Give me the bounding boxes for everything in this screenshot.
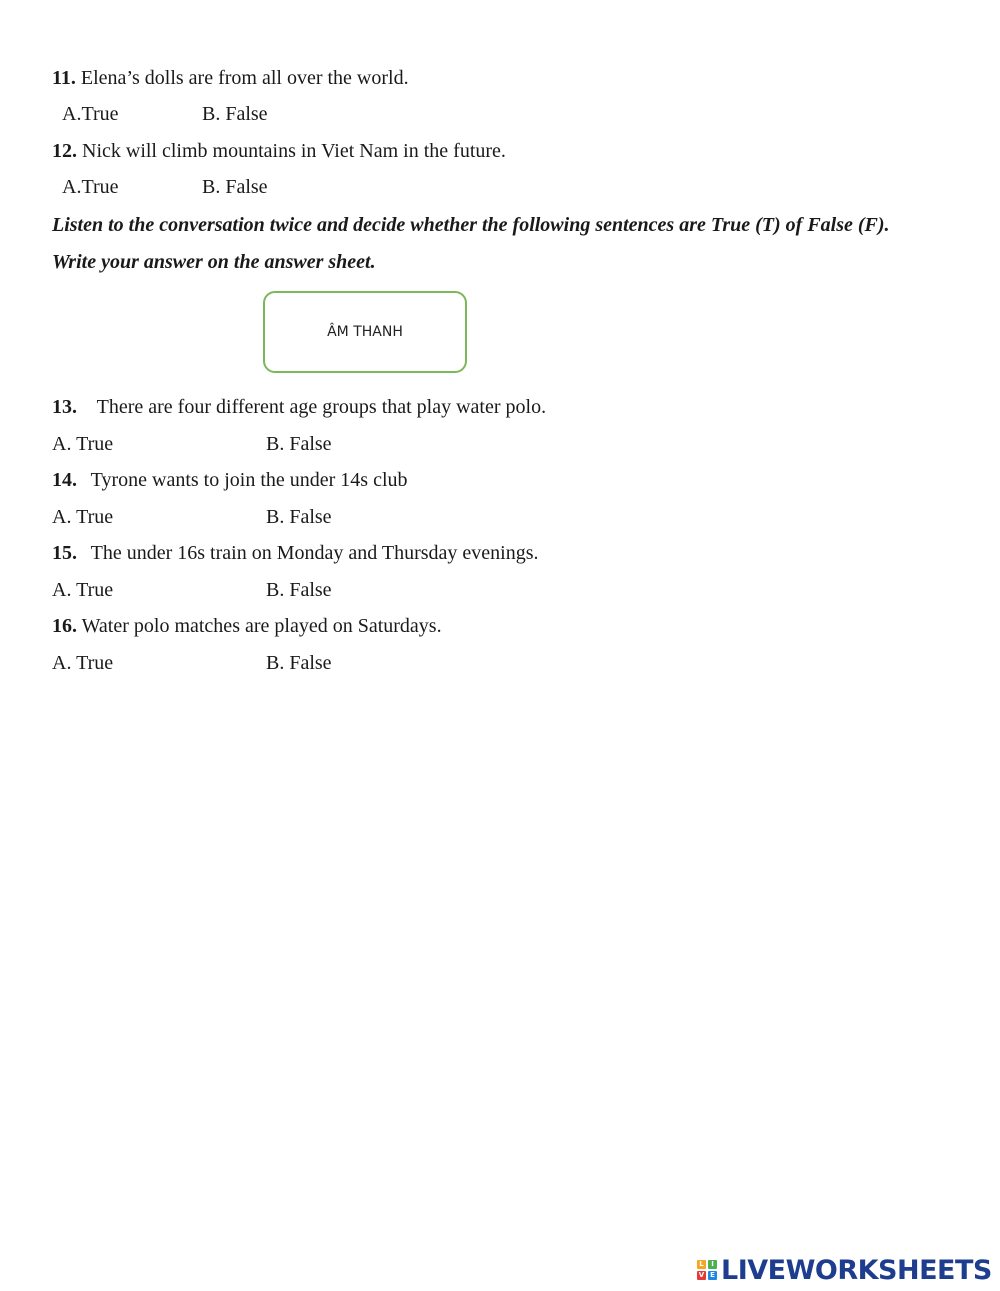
- question-15: [52, 541, 539, 565]
- option-b-q16[interactable]: B. False: [266, 652, 332, 674]
- option-a-q16[interactable]: A. True: [52, 652, 114, 674]
- logo-block: E: [708, 1271, 717, 1280]
- option-b-q15[interactable]: B. False: [266, 579, 332, 601]
- logo-blocks-icon: [697, 1260, 717, 1280]
- audio-label: ÂM THANH: [327, 324, 403, 340]
- question-14: [52, 468, 408, 492]
- logo-block: V: [698, 1271, 705, 1279]
- question-text: Tyrone wants to join the under 14s club: [90, 469, 408, 491]
- option-b-q14[interactable]: B. False: [266, 506, 332, 528]
- question-11: [52, 66, 409, 90]
- instruction-line-1: Listen to the conversation twice and decide whether the following sentences are True (T) of False (F).: [52, 214, 890, 236]
- logo-block: L: [697, 1260, 706, 1269]
- question-number: 16.: [52, 615, 77, 637]
- option-a-q15[interactable]: A. True: [52, 579, 114, 601]
- question-text: Nick will climb mountains in Viet Nam in the future.: [82, 140, 506, 162]
- option-a-q11[interactable]: A.True: [62, 103, 119, 125]
- liveworksheets-logo: [697, 1254, 992, 1286]
- logo-text: LIVEWORKSHEETS: [721, 1254, 992, 1286]
- option-a-q12[interactable]: A.True: [62, 176, 119, 198]
- option-a-q13[interactable]: A. True: [52, 433, 114, 455]
- option-a-q14[interactable]: A. True: [52, 506, 114, 528]
- question-number: 12.: [52, 140, 77, 162]
- question-number: 14.: [52, 469, 77, 491]
- question-12: [52, 139, 506, 163]
- option-b-q11[interactable]: B. False: [202, 103, 268, 125]
- question-text: Elena’s dolls are from all over the world.: [80, 67, 409, 89]
- instruction-line-2: Write your answer on the answer sheet.: [52, 251, 376, 273]
- question-16: [52, 614, 442, 638]
- option-b-q12[interactable]: B. False: [202, 176, 268, 198]
- question-text: There are four different age groups that play water polo.: [96, 396, 547, 418]
- question-number: 11.: [52, 67, 76, 89]
- logo-block: I: [708, 1260, 717, 1269]
- option-b-q13[interactable]: B. False: [266, 433, 332, 455]
- question-text: Water polo matches are played on Saturdays.: [81, 615, 442, 637]
- question-number: 13.: [52, 396, 77, 418]
- question-number: 15.: [52, 542, 77, 564]
- audio-player-button[interactable]: [263, 291, 467, 373]
- question-text: The under 16s train on Monday and Thursday evenings.: [90, 542, 539, 564]
- question-13: [52, 395, 546, 419]
